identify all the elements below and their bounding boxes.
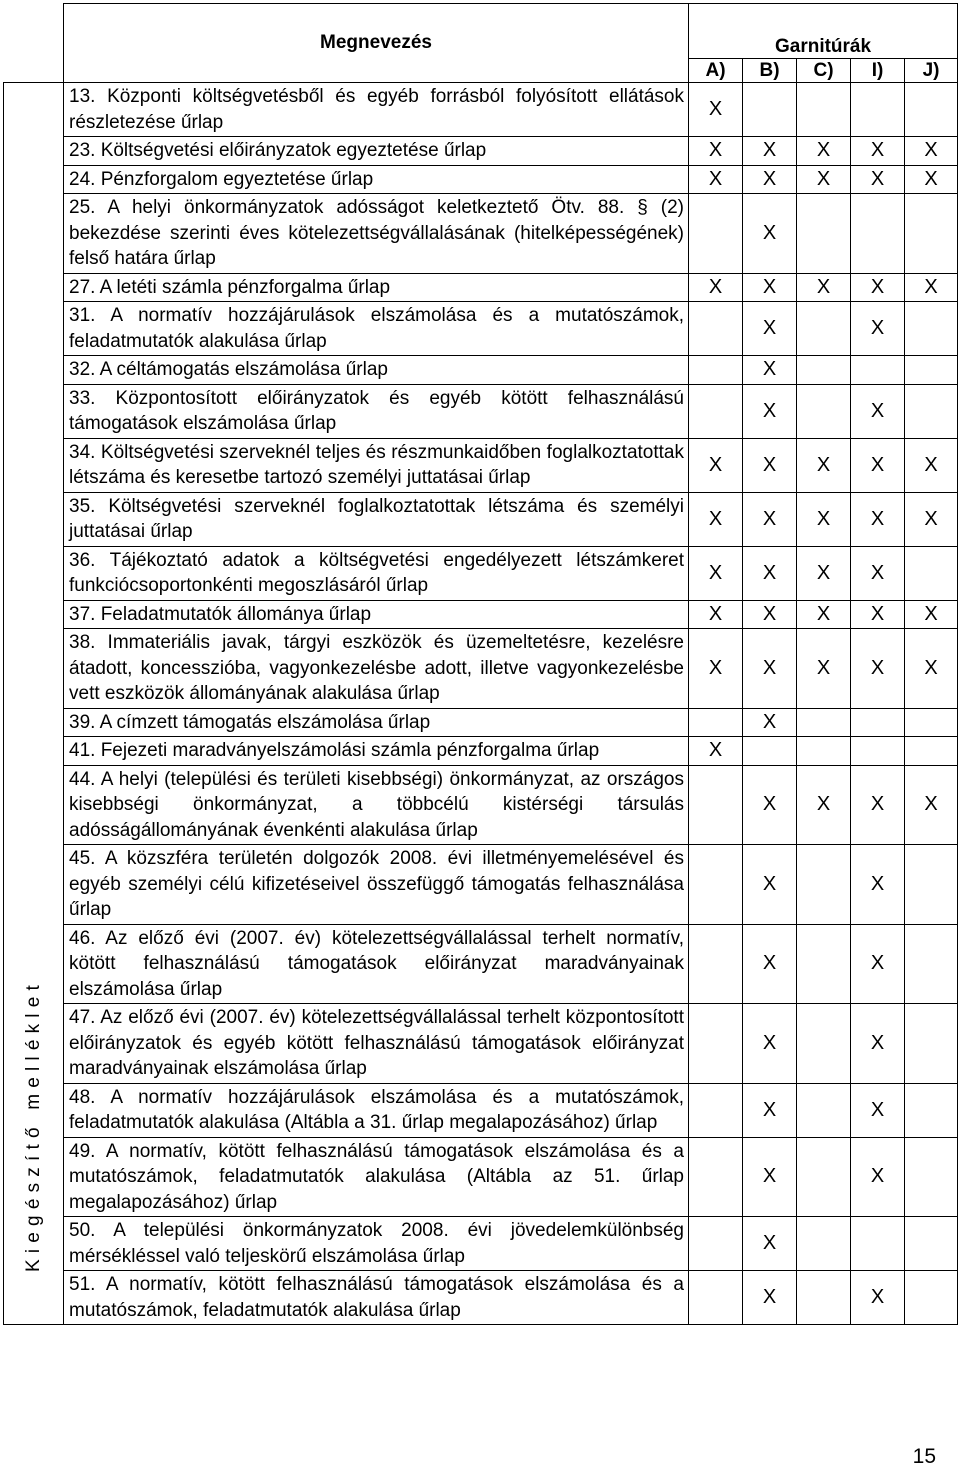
row-mark: X	[851, 629, 905, 709]
row-mark	[905, 1083, 958, 1137]
header-garniturak: Garnitúrák	[689, 4, 958, 59]
row-mark	[689, 1217, 743, 1271]
row-mark	[797, 924, 851, 1004]
table-row	[4, 924, 958, 1004]
table-row	[4, 708, 958, 737]
row-mark: X	[743, 273, 797, 302]
row-name: 46. Az előző évi (2007. év) kötelezettségvállalással terhelt normatív, kötött felhasználású támogatások előirányzat maradványainak elszámolása űrlap	[64, 924, 689, 1004]
row-mark: X	[851, 273, 905, 302]
row-mark: X	[851, 492, 905, 546]
row-mark	[689, 765, 743, 845]
table-row	[4, 1271, 958, 1325]
row-mark: X	[851, 137, 905, 166]
row-mark	[851, 708, 905, 737]
row-mark: X	[689, 438, 743, 492]
row-mark: X	[797, 273, 851, 302]
header-col-b: B)	[743, 59, 797, 83]
row-mark: X	[743, 924, 797, 1004]
row-mark: X	[851, 600, 905, 629]
row-mark: X	[689, 83, 743, 137]
row-mark	[689, 845, 743, 925]
row-mark: X	[743, 492, 797, 546]
row-mark	[797, 1083, 851, 1137]
table-row	[4, 600, 958, 629]
row-mark: X	[743, 546, 797, 600]
row-mark	[905, 924, 958, 1004]
page-number: 15	[912, 1445, 936, 1468]
row-name: 45. A közszféra területén dolgozók 2008. évi illetményemelésével és egyéb személyi célú kifizetéseivel összefüggő támogatás felhasználása űrlap	[64, 845, 689, 925]
table-row	[4, 492, 958, 546]
row-mark: X	[797, 600, 851, 629]
row-mark	[689, 302, 743, 356]
table-row	[4, 137, 958, 166]
row-mark: X	[851, 1004, 905, 1084]
table-body	[4, 83, 958, 1325]
row-mark	[905, 1271, 958, 1325]
row-mark	[689, 1004, 743, 1084]
row-mark	[743, 737, 797, 766]
row-name: 34. Költségvetési szerveknél teljes és részmunkaidőben foglalkoztatottak létszáma és keresetbe tartozó személyi juttatásai űrlap	[64, 438, 689, 492]
row-mark: X	[905, 137, 958, 166]
table-row	[4, 1083, 958, 1137]
table-row	[4, 302, 958, 356]
row-mark: X	[743, 600, 797, 629]
row-mark	[905, 194, 958, 274]
row-mark: X	[851, 384, 905, 438]
row-name: 49. A normatív, kötött felhasználású támogatások elszámolása és a mutatószámok, feladatmutatók alakulása (Altábla az 51. űrlap megalapozásához) űrlap	[64, 1137, 689, 1217]
header-megnevezes: Megnevezés	[64, 4, 689, 83]
row-mark	[851, 194, 905, 274]
table-row	[4, 194, 958, 274]
row-name: 24. Pénzforgalom egyeztetése űrlap	[64, 165, 689, 194]
row-mark: X	[905, 629, 958, 709]
side-label: Kiegészítő melléklet	[22, 979, 44, 1272]
row-mark: X	[743, 1217, 797, 1271]
row-mark: X	[689, 600, 743, 629]
table-row	[4, 629, 958, 709]
row-name: 36. Tájékoztató adatok a költségvetési engedélyezett létszámkeret funkciócsoportonkénti megoszlásáról űrlap	[64, 546, 689, 600]
row-mark	[851, 737, 905, 766]
table-row	[4, 83, 958, 137]
header-col-a: A)	[689, 59, 743, 83]
row-mark	[851, 356, 905, 385]
row-mark: X	[851, 165, 905, 194]
corner-cell	[4, 4, 64, 59]
row-mark: X	[689, 629, 743, 709]
row-mark: X	[743, 1004, 797, 1084]
row-mark: X	[797, 137, 851, 166]
row-mark: X	[743, 1083, 797, 1137]
row-name: 39. A címzett támogatás elszámolása űrlap	[64, 708, 689, 737]
row-mark: X	[743, 302, 797, 356]
row-name: 47. Az előző évi (2007. év) kötelezettségvállalással terhelt központosított előirányzatok és egyéb kötött felhasználású támogatások előirányzat maradványainak elszámolása űrlap	[64, 1004, 689, 1084]
row-mark: X	[851, 1083, 905, 1137]
row-mark: X	[743, 165, 797, 194]
table-row	[4, 1004, 958, 1084]
row-mark	[905, 845, 958, 925]
row-mark	[851, 1217, 905, 1271]
row-name: 33. Központosított előirányzatok és egyéb kötött felhasználású támogatások elszámolása űrlap	[64, 384, 689, 438]
row-name: 38. Immateriális javak, tárgyi eszközök és üzemeltetésre, kezelésre átadott, koncesszióba, vagyonkezelésbe adott, illetve vagyonkezelésbe vett eszközök állományának alakulása űrlap	[64, 629, 689, 709]
row-mark	[905, 384, 958, 438]
row-mark	[905, 708, 958, 737]
row-mark	[743, 83, 797, 137]
row-mark	[797, 1137, 851, 1217]
row-mark	[797, 737, 851, 766]
row-name: 44. A helyi (települési és területi kisebbségi) önkormányzat, az országos kisebbségi önkormányzat, a többcélú kistérségi társulás adósságállományának évenkénti alakulása űrlap	[64, 765, 689, 845]
row-mark	[689, 1271, 743, 1325]
row-mark	[905, 302, 958, 356]
row-mark	[797, 1271, 851, 1325]
row-mark	[905, 1004, 958, 1084]
row-mark: X	[905, 165, 958, 194]
row-mark	[797, 845, 851, 925]
row-mark	[689, 708, 743, 737]
row-mark: X	[743, 1137, 797, 1217]
row-name: 50. A települési önkormányzatok 2008. évi jövedelemkülönbség mérsékléssel való teljeskörű elszámolása űrlap	[64, 1217, 689, 1271]
row-mark	[797, 194, 851, 274]
table-row	[4, 356, 958, 385]
row-mark: X	[851, 765, 905, 845]
row-mark	[689, 356, 743, 385]
header-col-c: C)	[797, 59, 851, 83]
row-mark: X	[905, 438, 958, 492]
row-mark	[797, 1217, 851, 1271]
table-row	[4, 165, 958, 194]
row-mark	[797, 708, 851, 737]
row-mark	[689, 1137, 743, 1217]
row-name: 48. A normatív hozzájárulások elszámolása és a mutatószámok, feladatmutatók alakulása (Altábla a 31. űrlap megalapozásához) űrlap	[64, 1083, 689, 1137]
row-mark	[689, 194, 743, 274]
row-mark: X	[797, 629, 851, 709]
row-mark: X	[743, 356, 797, 385]
row-mark	[851, 83, 905, 137]
row-name: 41. Fejezeti maradványelszámolási számla pénzforgalma űrlap	[64, 737, 689, 766]
row-mark: X	[851, 1137, 905, 1217]
row-mark	[905, 83, 958, 137]
row-mark: X	[905, 600, 958, 629]
row-mark: X	[851, 845, 905, 925]
table-row	[4, 1217, 958, 1271]
row-mark: X	[743, 194, 797, 274]
row-mark: X	[743, 765, 797, 845]
row-name: 13. Központi költségvetésből és egyéb forrásból folyósított ellátások részletezése űrlap	[64, 83, 689, 137]
corner-cell	[4, 59, 64, 83]
table-row	[4, 1137, 958, 1217]
row-mark: X	[797, 438, 851, 492]
row-mark: X	[797, 492, 851, 546]
row-mark	[689, 1083, 743, 1137]
header-col-i: I)	[851, 59, 905, 83]
row-mark	[905, 356, 958, 385]
row-mark: X	[851, 546, 905, 600]
row-mark: X	[689, 737, 743, 766]
row-mark: X	[905, 492, 958, 546]
row-name: 37. Feladatmutatók állománya űrlap	[64, 600, 689, 629]
row-mark: X	[743, 629, 797, 709]
row-name: 51. A normatív, kötött felhasználású támogatások elszámolása és a mutatószámok, feladatmutatók alakulása űrlap	[64, 1271, 689, 1325]
row-mark	[797, 302, 851, 356]
table-row	[4, 384, 958, 438]
row-mark: X	[743, 1271, 797, 1325]
row-mark: X	[689, 546, 743, 600]
row-mark: X	[797, 165, 851, 194]
row-mark	[689, 924, 743, 1004]
row-mark: X	[689, 273, 743, 302]
row-mark	[689, 384, 743, 438]
row-name: 31. A normatív hozzájárulások elszámolása és a mutatószámok, feladatmutatók alakulása űrlap	[64, 302, 689, 356]
row-name: 25. A helyi önkormányzatok adósságot keletkeztető Ötv. 88. § (2) bekezdése szerinti éves kötelezettségvállalásának (hitelképességének) felső határa űrlap	[64, 194, 689, 274]
table-row	[4, 438, 958, 492]
row-mark: X	[743, 137, 797, 166]
table-row	[4, 273, 958, 302]
row-mark	[797, 1004, 851, 1084]
row-name: 23. Költségvetési előirányzatok egyeztetése űrlap	[64, 137, 689, 166]
row-mark	[797, 356, 851, 385]
row-mark: X	[797, 765, 851, 845]
row-mark: X	[743, 708, 797, 737]
table-row	[4, 845, 958, 925]
row-mark: X	[851, 1271, 905, 1325]
row-mark: X	[905, 765, 958, 845]
table-row	[4, 765, 958, 845]
row-mark	[905, 546, 958, 600]
side-label-cell	[4, 83, 64, 1325]
row-mark: X	[743, 438, 797, 492]
row-mark: X	[851, 438, 905, 492]
row-name: 27. A letéti számla pénzforgalma űrlap	[64, 273, 689, 302]
row-name: 35. Költségvetési szerveknél foglalkoztatottak létszáma és személyi juttatásai űrlap	[64, 492, 689, 546]
row-mark: X	[689, 492, 743, 546]
row-mark	[905, 1137, 958, 1217]
table-row	[4, 737, 958, 766]
row-mark	[797, 384, 851, 438]
row-mark: X	[689, 165, 743, 194]
row-mark	[905, 1217, 958, 1271]
garniturak-table	[3, 3, 958, 1325]
table-row	[4, 546, 958, 600]
row-mark	[905, 737, 958, 766]
header-col-j: J)	[905, 59, 958, 83]
row-mark: X	[689, 137, 743, 166]
row-mark: X	[797, 546, 851, 600]
row-mark: X	[905, 273, 958, 302]
row-mark	[797, 83, 851, 137]
row-mark: X	[851, 302, 905, 356]
row-mark: X	[743, 845, 797, 925]
row-mark: X	[743, 384, 797, 438]
row-mark: X	[851, 924, 905, 1004]
row-name: 32. A céltámogatás elszámolása űrlap	[64, 356, 689, 385]
